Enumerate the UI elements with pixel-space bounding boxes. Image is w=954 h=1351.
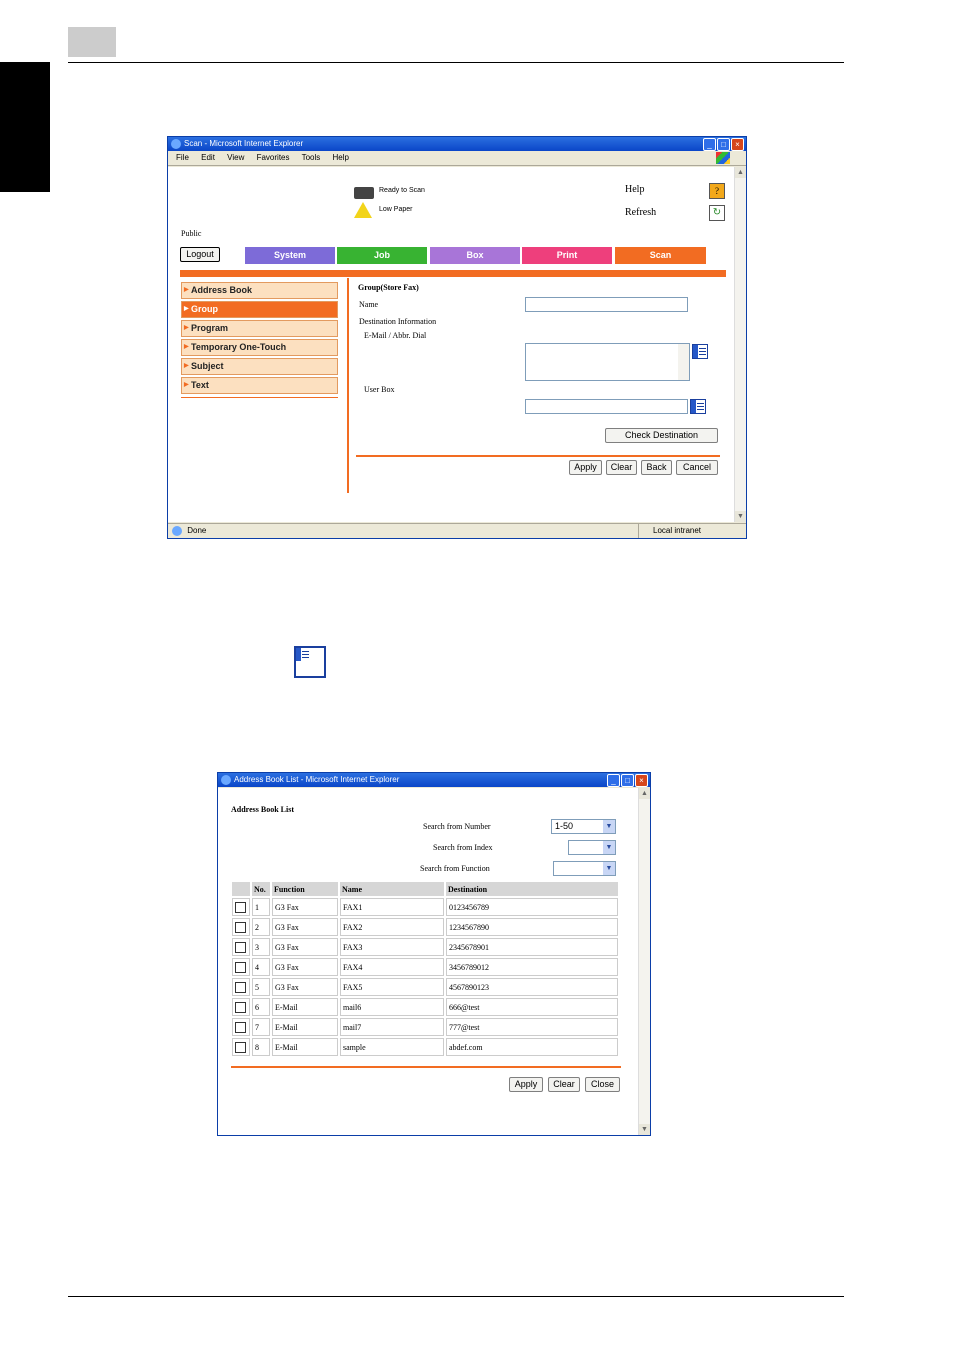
col-function: Function [272, 882, 338, 896]
address-book-heading: Address Book List [231, 805, 294, 814]
menu-tools[interactable]: Tools [301, 153, 321, 162]
close-button-2[interactable]: Close [585, 1077, 620, 1092]
col-name: Name [340, 882, 444, 896]
row-destination: 4567890123 [446, 978, 618, 996]
chevron-down-icon: ▼ [603, 862, 615, 875]
sidebar [181, 282, 338, 402]
check-destination-button[interactable]: Check Destination [605, 428, 718, 443]
sidebar-item-address-book[interactable]: ▶ Address Book [181, 282, 338, 299]
row-name: FAX2 [340, 918, 444, 936]
warning-icon [354, 202, 372, 218]
menu-help[interactable]: Help [332, 153, 349, 162]
row-function: G3 Fax [272, 958, 338, 976]
clear-button[interactable]: Clear [606, 460, 637, 475]
row-no: 8 [252, 1038, 270, 1056]
help-icon[interactable]: ? [709, 183, 725, 199]
scan-window [167, 136, 747, 539]
row-name: sample [340, 1038, 444, 1056]
menu-edit[interactable]: Edit [201, 153, 215, 162]
window-title: Scan - Microsoft Internet Explorer [184, 139, 304, 148]
user-label: Public [181, 229, 202, 238]
row-no: 4 [252, 958, 270, 976]
row-no: 1 [252, 898, 270, 916]
minimize-button-2[interactable]: _ [607, 774, 620, 787]
row-destination: 2345678901 [446, 938, 618, 956]
done-icon [172, 526, 182, 536]
address-book-icon[interactable] [692, 344, 708, 359]
menu-favorites[interactable]: Favorites [256, 153, 290, 162]
page-content [168, 167, 746, 522]
col-destination: Destination [446, 882, 618, 896]
close-window-button-2[interactable]: × [635, 774, 648, 787]
user-box-input[interactable] [525, 399, 688, 414]
table-row[interactable] [232, 918, 618, 936]
search-number-label: Search from Number [423, 822, 491, 831]
nav-tabs [245, 247, 706, 264]
status-ready: Ready to Scan [379, 187, 425, 194]
status-paper: Low Paper [379, 206, 413, 213]
form-heading: Group(Store Fax) [358, 283, 419, 292]
sidebar-item-subject[interactable]: ▶ Subject [181, 358, 338, 375]
tab-job[interactable]: Job [337, 247, 427, 264]
search-function-label: Search from Function [420, 864, 490, 873]
user-box-list-icon[interactable] [690, 399, 706, 414]
title-bar-2 [218, 773, 650, 787]
windows-logo-icon [716, 152, 730, 164]
search-index-label: Search from Index [433, 843, 493, 852]
sidebar-item-group[interactable]: ▶ Group [181, 301, 338, 318]
tab-print[interactable]: Print [522, 247, 612, 264]
menu-view[interactable]: View [227, 153, 245, 162]
row-checkbox[interactable] [235, 982, 246, 993]
scroll-up-arrow[interactable]: ▲ [735, 167, 746, 178]
sidebar-item-text[interactable]: ▶ Text [181, 377, 338, 394]
row-no: 7 [252, 1018, 270, 1036]
window2-title: Address Book List - Microsoft Internet Explorer [234, 775, 400, 784]
row-function: G3 Fax [272, 918, 338, 936]
menu-bar [168, 151, 746, 166]
minimize-button[interactable]: _ [703, 138, 716, 151]
address-book-table [230, 880, 620, 1058]
chevron-down-icon: ▼ [603, 820, 615, 833]
content-vertical-rule [347, 278, 349, 493]
tab-box[interactable]: Box [430, 247, 520, 264]
address-book-window [217, 772, 651, 1136]
title-bar [168, 137, 746, 151]
email-abbr-dial-label: E-Mail / Abbr. Dial [364, 331, 427, 340]
sidebar-underline [181, 397, 338, 398]
status-bar [168, 523, 746, 538]
orange-divider [180, 270, 726, 277]
search-index-select[interactable] [568, 840, 616, 855]
apply-button-2[interactable]: Apply [509, 1077, 543, 1092]
refresh-label: Refresh [625, 207, 657, 218]
address-book-list-icon [294, 646, 326, 678]
row-name: FAX3 [340, 938, 444, 956]
sidebar-item-temporary-one-touch[interactable]: ▶ Temporary One-Touch [181, 339, 338, 356]
row-no: 6 [252, 998, 270, 1016]
row-destination: 666@test [446, 998, 618, 1016]
footer-rule [68, 1296, 844, 1297]
row-checkbox[interactable] [235, 962, 246, 973]
table-row[interactable] [232, 1018, 618, 1036]
row-destination: 1234567890 [446, 918, 618, 936]
row-function: E-Mail [272, 1038, 338, 1056]
address-book-scrollbar[interactable] [638, 788, 650, 1135]
row-name: FAX4 [340, 958, 444, 976]
row-function: G3 Fax [272, 898, 338, 916]
row-destination: abdef.com [446, 1038, 618, 1056]
chapter-tab [0, 62, 50, 192]
table-row[interactable] [232, 958, 618, 976]
row-function: G3 Fax [272, 938, 338, 956]
search-number-select[interactable] [551, 819, 616, 834]
row-no: 5 [252, 978, 270, 996]
close-button[interactable]: × [731, 138, 744, 151]
address-book-content [218, 788, 650, 1135]
help-label: Help [625, 184, 645, 195]
row-checkbox[interactable] [235, 1002, 246, 1013]
scroll-up-arrow-2[interactable]: ▲ [639, 788, 650, 799]
maximize-button-2[interactable]: □ [621, 774, 634, 787]
refresh-icon[interactable]: ↻ [709, 205, 725, 221]
row-destination: 3456789012 [446, 958, 618, 976]
row-checkbox[interactable] [235, 902, 246, 913]
form-bottom-rule [356, 455, 720, 457]
row-function: E-Mail [272, 998, 338, 1016]
table-row[interactable] [232, 898, 618, 916]
status-zone [638, 524, 701, 538]
row-name: FAX1 [340, 898, 444, 916]
chevron-down-icon: ▼ [603, 841, 615, 854]
search-number-value: 1-50 [555, 821, 574, 831]
row-no: 2 [252, 918, 270, 936]
row-name: FAX5 [340, 978, 444, 996]
logout-button[interactable]: Logout [180, 247, 220, 262]
table-header-row [232, 882, 618, 896]
scroll-down-arrow[interactable]: ▼ [735, 511, 746, 522]
row-destination: 0123456789 [446, 898, 618, 916]
row-name: mail7 [340, 1018, 444, 1036]
apply-button[interactable]: Apply [569, 460, 602, 475]
row-function: G3 Fax [272, 978, 338, 996]
row-checkbox[interactable] [235, 942, 246, 953]
user-box-label: User Box [364, 385, 395, 394]
back-button[interactable]: Back [641, 460, 672, 475]
textarea-scrollbar[interactable] [678, 344, 689, 380]
name-input[interactable] [525, 297, 688, 312]
select-all-header [232, 882, 250, 896]
printer-icon [354, 187, 374, 199]
row-no: 3 [252, 938, 270, 956]
col-no: No. [252, 882, 270, 896]
tab-scan[interactable]: Scan [615, 247, 706, 264]
row-name: mail6 [340, 998, 444, 1016]
maximize-button[interactable]: □ [717, 138, 730, 151]
ie-icon-2 [221, 775, 231, 785]
page-number-box [68, 27, 116, 57]
name-label: Name [359, 300, 379, 309]
header-rule [68, 62, 844, 63]
row-function: E-Mail [272, 1018, 338, 1036]
row-checkbox[interactable] [235, 1022, 246, 1033]
destination-info-label: Destination Information [359, 317, 437, 326]
scroll-down-arrow-2[interactable]: ▼ [639, 1124, 650, 1135]
table-bottom-rule [231, 1066, 621, 1068]
row-destination: 777@test [446, 1018, 618, 1036]
row-checkbox[interactable] [235, 1042, 246, 1053]
table-row[interactable] [232, 978, 618, 996]
page-scrollbar[interactable] [734, 167, 746, 522]
table-row[interactable] [232, 1038, 618, 1056]
cancel-button[interactable]: Cancel [676, 460, 718, 475]
table-row[interactable] [232, 998, 618, 1016]
ie-icon [171, 139, 181, 149]
email-textarea[interactable] [525, 343, 690, 381]
table-row[interactable] [232, 938, 618, 956]
status-zone-label: Local intranet [653, 526, 702, 535]
clear-button-2[interactable]: Clear [548, 1077, 580, 1092]
menu-file[interactable]: File [176, 153, 189, 162]
status-done: Done [187, 526, 207, 535]
row-checkbox[interactable] [235, 922, 246, 933]
sidebar-item-program[interactable]: ▶ Program [181, 320, 338, 337]
tab-system[interactable]: System [245, 247, 335, 264]
search-function-select[interactable] [553, 861, 616, 876]
